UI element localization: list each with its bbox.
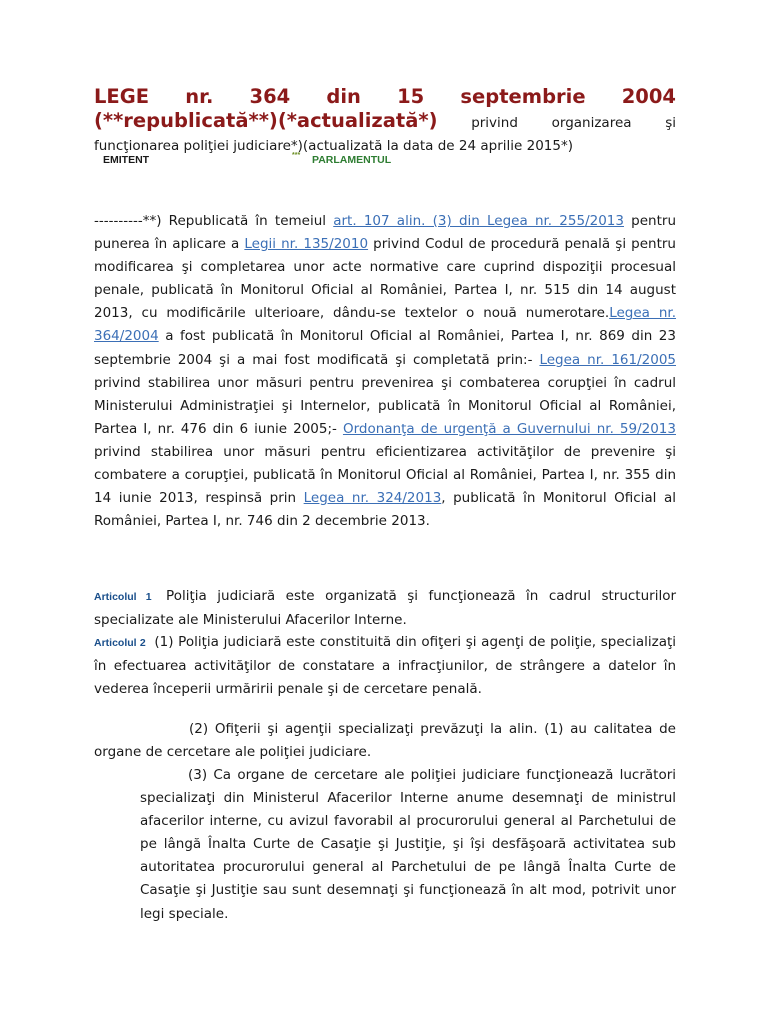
preamble-paragraph [94,210,676,533]
preamble-text: privind Codul de procedură penală şi pentru modificarea şi completarea unor acte normative care cuprind dispoziţii procesual penale, publicată în Monitorul Oficial al României, Partea I, nr. 515 din 14 august 2013, cu modificările ulterioare, dându-se textelor o nouă numerotare. [94,236,676,322]
law-subject-start: privind organizarea şi [471,115,677,131]
preamble-text: , publicată în Monitorul Oficial al României, Partea I, nr. 746 din 2 decembrie 2013. [94,490,676,530]
emitent-label: EMITENT [103,154,150,166]
link-art-107-legea-255-2013[interactable]: art. 107 alin. (3) din Legea nr. 255/2013 [333,213,624,229]
article-2-paragraph-2: (2) Ofiţerii şi agenţii specializaţi prevăzuţi la alin. (1) au calitatea de organe de cercetare ale poliţiei judiciare. [94,721,676,761]
article-1-text: Poliţia judiciară este organizată şi funcţionează în cadrul structurilor specializate ale Ministerului Afacerilor Interne. [94,588,677,629]
article-2-paragraph-3: (3) Ca organe de cercetare ale poliţiei judiciare funcţionează lucrători specializaţi din Ministerul Afacerilor Interne anume desemnaţi de ministrul afacerilor interne, cu avizul favorabil al procurorului general al Parchetului de pe lângă Înalta Curte de Casaţie şi Justiţie, şi îşi desfăşoară activitatea sub autoritatea procurorului general al Parchetului de pe lângă Înalta Curte de Casaţie şi Justiţie sau sunt desemnaţi şi funcţionează în alt mod, potrivit unor legi speciale. [140,767,676,922]
emitent-row [103,154,503,170]
preamble-text: a fost publicată în Monitorul Oficial al României, Partea I, nr. 869 din 23 septembrie 2004 şi a mai fost modificată şi completată prin:- [94,328,676,368]
law-title: LEGE nr. 364 din 15 septembrie 2004 [94,85,676,108]
link-legea-324-2013[interactable]: Legea nr. 324/2013 [303,490,442,507]
article-1-label: Articolul 1 [94,591,152,603]
link-legea-161-2005[interactable]: Legea nr. 161/2005 [539,351,676,368]
link-legea-364-2004[interactable]: Legea nr. 364/2004 [94,305,676,345]
law-title-line2 [94,110,676,134]
link-legea-135-2010[interactable]: Legii nr. 135/2010 [244,236,369,253]
emitent-value: PARLAMENTUL [312,154,392,166]
article-2-paragraph-1 [94,631,676,701]
preamble-text: privind stabilirea unor măsuri pentru eficientizarea activităţilor de prevenire şi combatere a corupţiei, publicată în Monitorul Oficial al României, Partea I, nr. 355 din 14 iunie 2013, respinsă prin [94,443,676,507]
preamble-text: pentru punerea în aplicare a [94,213,677,253]
law-subject: funcţionarea poliţiei judiciare*)(actualizată la data de 24 aprilie 2015*) [94,138,573,154]
preamble-text: ----------**) Republicată în temeiul [94,213,334,229]
preamble-text: privind stabilirea unor măsuri pentru prevenirea şi combaterea corupţiei în cadrul Ministerului Administraţiei şi Internelor, publicată în Monitorul Oficial al României, Partea I, nr. 476 din 6 iunie 2005;- [94,374,676,437]
law-status: (**republicată**)(*actualizată*) [94,109,438,132]
link-ordonanta-59-2013[interactable]: Ordonanţa de urgenţă a Guvernului nr. 59/2013 [342,420,676,437]
article-2-paragraph-1-text: (1) Poliţia judiciară este constituită din ofiţeri şi agenţi de poliţie, specializaţi în efectuarea activităţilor de constatare a infracţiunilor, de strângere a datelor în vederea începerii urmăririi penale şi de cercetare penală. [94,634,677,698]
article-1 [94,585,676,632]
emitent-marker-icon: *** [292,152,301,159]
article-2-label: Articolul 2 [94,637,146,649]
